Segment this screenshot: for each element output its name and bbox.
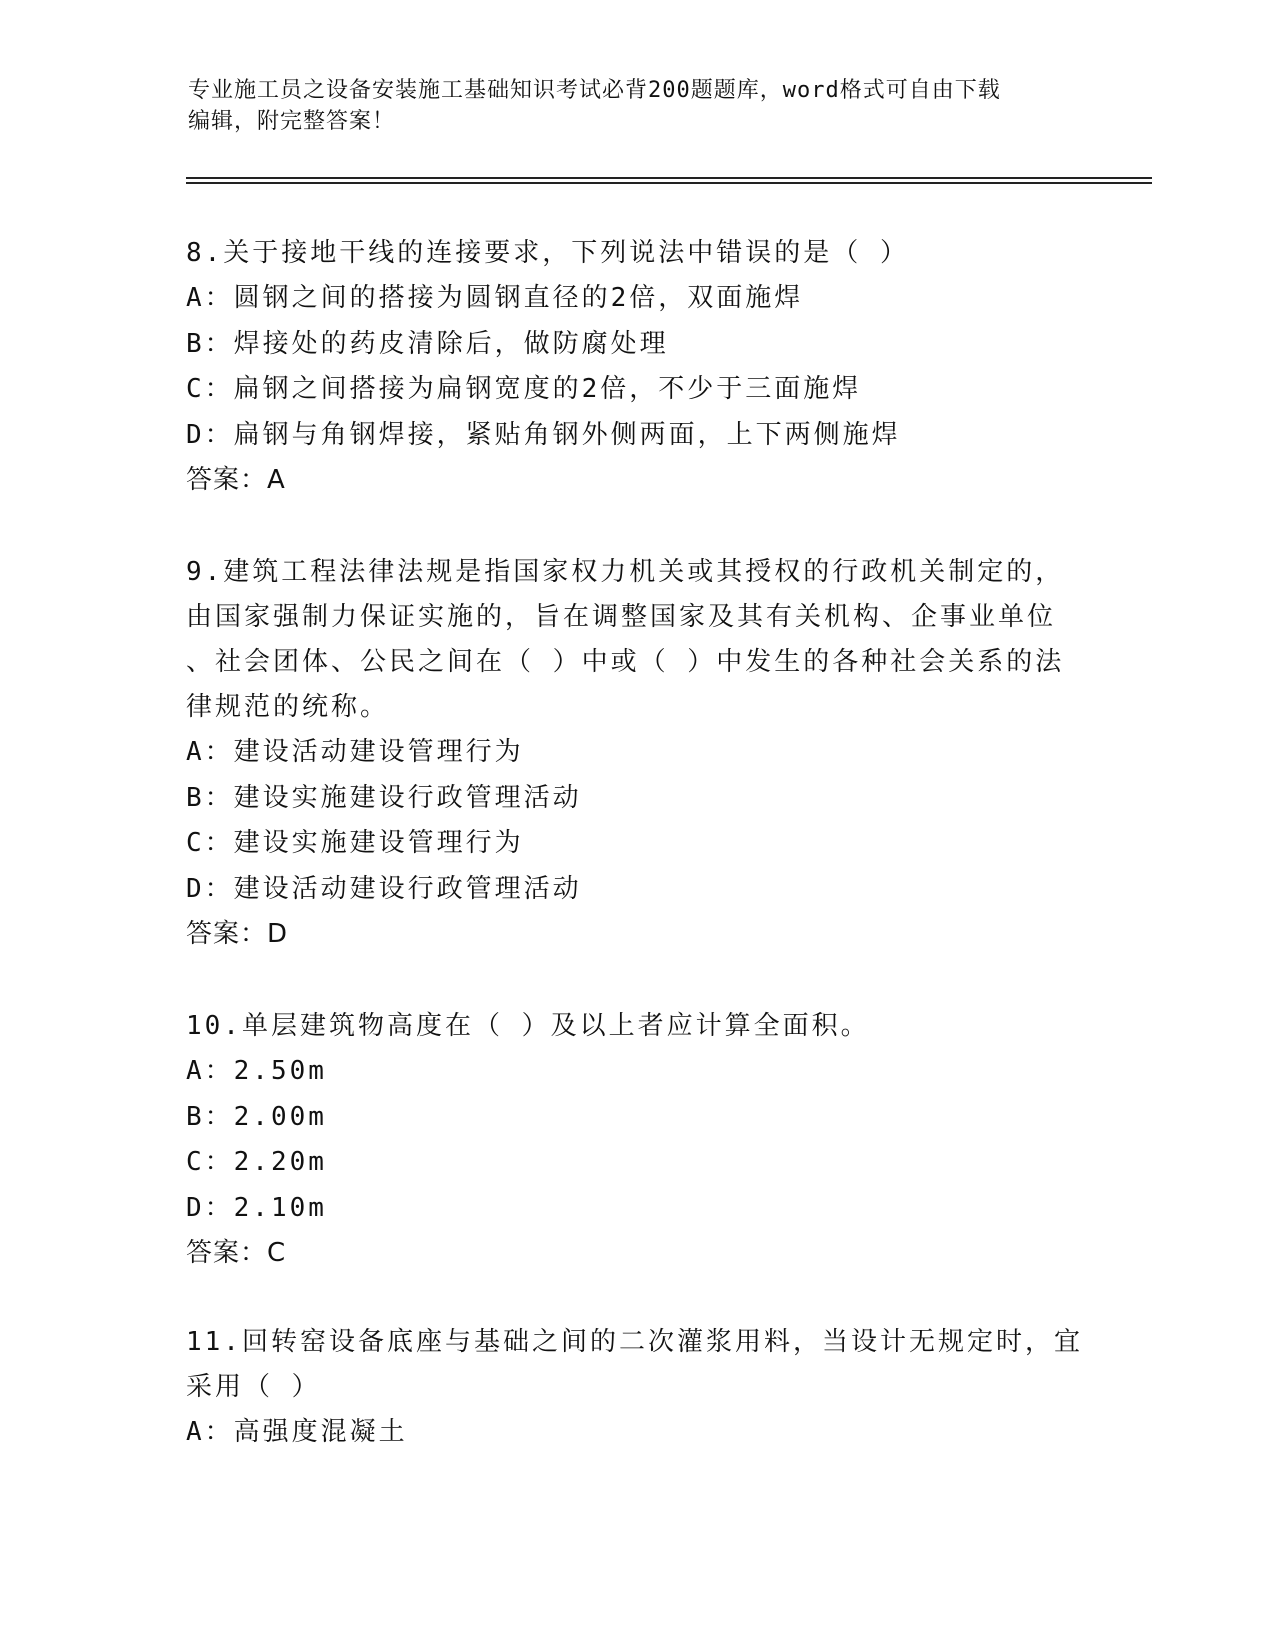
question-stem-line-4: 律规范的统称。: [186, 692, 390, 722]
question-stem-line-1: 9.建筑工程法律法规是指国家权力机关或其授权的行政机关制定的，: [186, 557, 1065, 587]
header-divider-bottom: [186, 182, 1152, 184]
question-9: [186, 550, 1086, 957]
header-title-line-1: 专业施工员之设备安装施工基础知识考试必背200题题库，word格式可自由下载: [188, 78, 1001, 103]
option-a: A：建设活动建设管理行为: [186, 737, 524, 767]
question-8: [186, 231, 1086, 503]
question-10: [186, 1004, 1086, 1276]
answer-label: 答案：A: [186, 465, 286, 495]
question-stem-line-2: 由国家强制力保证实施的，旨在调整国家及其有关机构、企事业单位: [186, 602, 1057, 632]
header-title-line-2: 编辑，附完整答案！: [188, 109, 396, 134]
option-b: B：建设实施建设行政管理活动: [186, 782, 582, 813]
question-stem: 8.关于接地干线的连接要求，下列说法中错误的是（ ）: [186, 238, 909, 268]
question-11: [186, 1320, 1086, 1456]
option-c: C：建设实施建设管理行为: [186, 828, 524, 858]
answer-label: 答案：C: [186, 1238, 287, 1268]
option-a: A：圆钢之间的搭接为圆钢直径的2倍，双面施焊: [186, 283, 804, 313]
option-c: C：2.20m: [186, 1147, 327, 1177]
document-header: [188, 75, 1068, 137]
option-d: D：建设活动建设行政管理活动: [186, 873, 582, 904]
header-divider-top: [186, 177, 1152, 179]
option-a: A：2.50m: [186, 1056, 327, 1086]
option-d: D：2.10m: [186, 1192, 327, 1223]
option-d: D：扁钢与角钢焊接，紧贴角钢外侧两面，上下两侧施焊: [186, 419, 901, 450]
option-a: A：高强度混凝土: [186, 1417, 408, 1447]
question-stem-line-2: 采用（ ）: [186, 1372, 321, 1402]
question-stem-line-3: 、社会团体、公民之间在（ ）中或（ ）中发生的各种社会关系的法: [186, 647, 1065, 677]
question-stem: 10.单层建筑物高度在（ ）及以上者应计算全面积。: [186, 1011, 870, 1041]
question-stem-line-1: 11.回转窑设备底座与基础之间的二次灌浆用料，当设计无规定时，宜: [186, 1327, 1083, 1357]
option-b: B：焊接处的药皮清除后，做防腐处理: [186, 328, 669, 359]
option-b: B：2.00m: [186, 1101, 327, 1132]
answer-label: 答案：D: [186, 919, 289, 949]
option-c: C：扁钢之间搭接为扁钢宽度的2倍，不少于三面施焊: [186, 374, 862, 404]
